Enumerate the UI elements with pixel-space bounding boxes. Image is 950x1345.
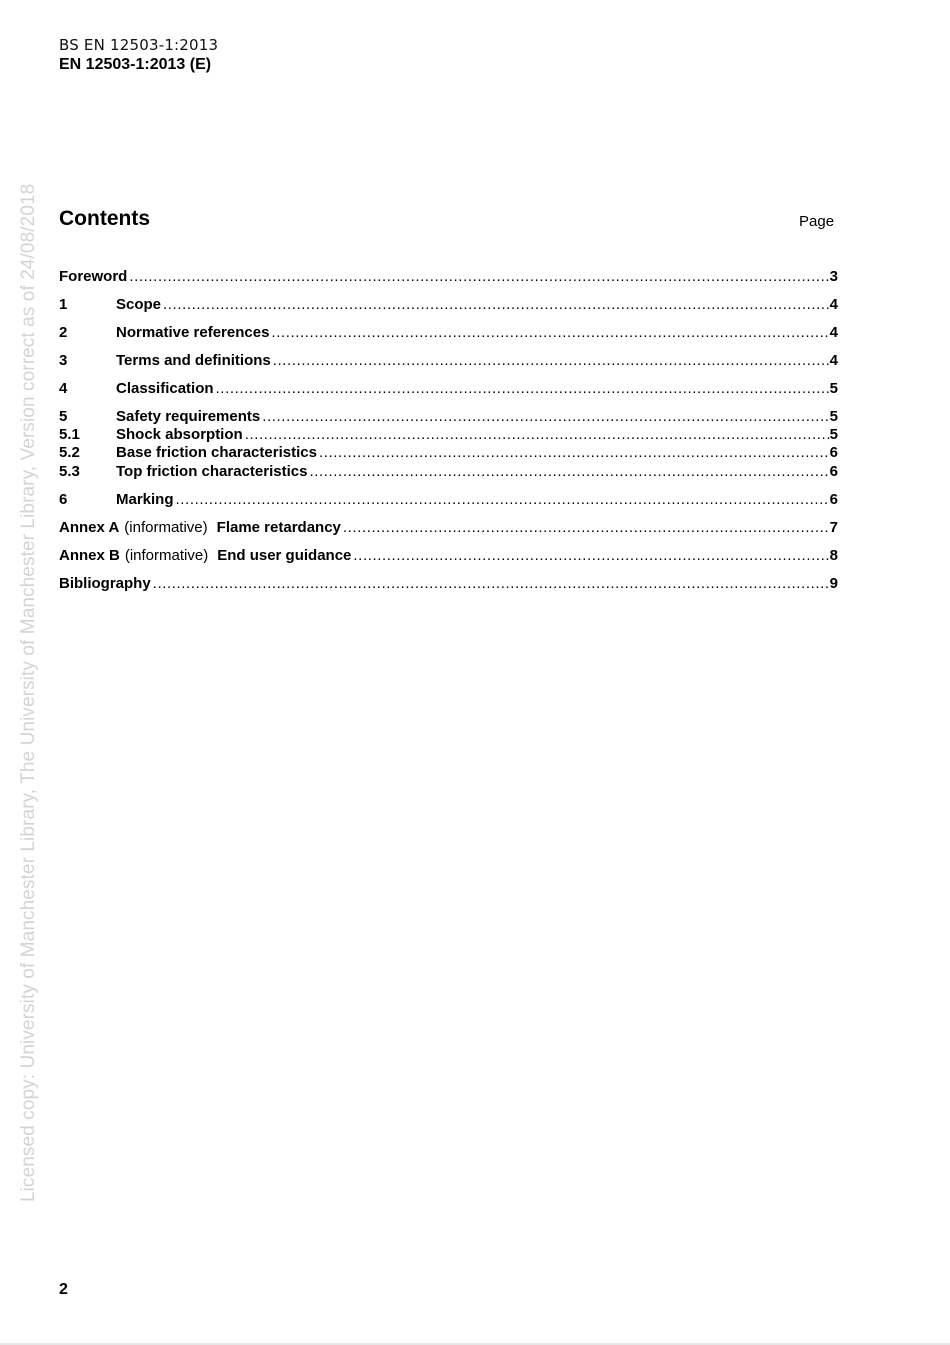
contents-title: Contents <box>59 207 150 230</box>
toc-dot-leader <box>341 518 830 537</box>
toc-dot-leader <box>161 295 830 314</box>
toc-entry-title: Normative references <box>116 324 270 341</box>
toc-entry-page: 6 <box>829 444 838 461</box>
toc-entry-top-friction[interactable] <box>59 462 838 481</box>
toc-entry-annex-b[interactable] <box>59 546 838 565</box>
toc-entry-page: 7 <box>829 519 838 536</box>
toc-entry-annex-a[interactable] <box>59 518 838 537</box>
toc-entry-number: 3 <box>59 352 68 369</box>
toc-entry-number: 4 <box>59 380 68 397</box>
toc-entry-page: 5 <box>829 380 838 397</box>
toc-entry-page: 6 <box>829 463 838 480</box>
toc-dot-leader <box>214 379 830 398</box>
toc-entry-safety-requirements[interactable] <box>59 407 838 426</box>
toc-entry-title: Base friction characteristics <box>116 444 317 461</box>
toc-dot-leader <box>271 351 830 370</box>
toc-dot-leader <box>317 443 830 462</box>
toc-annex-note: (informative) <box>124 547 209 564</box>
toc-entry-terms-and-definitions[interactable] <box>59 351 838 370</box>
toc-dot-leader <box>269 323 829 342</box>
header-standard-edition: EN 12503-1:2013 (E) <box>59 56 212 73</box>
toc-entry-normative-references[interactable] <box>59 323 838 342</box>
toc-dot-leader <box>243 425 830 444</box>
license-watermark: Licensed copy: University of Manchester Library, The University of Manchester Library, Version correct as of 24/08/2018 <box>18 183 39 1202</box>
toc-dot-leader <box>174 490 830 509</box>
toc-entry-title: Safety requirements <box>116 408 261 425</box>
toc-annex-title: Flame retardancy <box>216 519 341 536</box>
toc-entry-number: 5.2 <box>59 444 80 461</box>
toc-dot-leader <box>260 407 829 426</box>
toc-dot-leader <box>351 546 829 565</box>
toc-entry-shock-absorption[interactable] <box>59 425 838 444</box>
toc-entry-page: 3 <box>829 268 838 285</box>
toc-entry-number: 5.1 <box>59 426 80 443</box>
table-of-contents <box>59 0 838 650</box>
toc-entry-title: Shock absorption <box>116 426 243 443</box>
toc-entry-page: 9 <box>829 575 838 592</box>
toc-entry-number: 2 <box>59 324 68 341</box>
toc-entry-title: Top friction characteristics <box>116 463 308 480</box>
toc-entry-page: 5 <box>829 426 838 443</box>
toc-annex-title: End user guidance <box>217 547 352 564</box>
footer-page-number: 2 <box>59 1281 68 1298</box>
toc-entry-classification[interactable] <box>59 379 838 398</box>
toc-dot-leader <box>127 267 829 286</box>
toc-entry-page: 4 <box>829 296 838 313</box>
toc-entry-title: Terms and definitions <box>116 352 271 369</box>
toc-annex-note: (informative) <box>124 519 208 536</box>
toc-entry-title: Classification <box>116 380 214 397</box>
toc-entry-scope[interactable] <box>59 295 838 314</box>
toc-entry-page: 8 <box>829 547 838 564</box>
toc-dot-leader <box>307 462 829 481</box>
toc-entry-title: Marking <box>116 491 174 508</box>
header-standard-id: BS EN 12503-1:2013 <box>59 36 219 54</box>
toc-entry-number: 5.3 <box>59 463 80 480</box>
toc-entry-number: 6 <box>59 491 68 508</box>
toc-entry-page: 5 <box>829 408 838 425</box>
toc-entry-page: 4 <box>829 352 838 369</box>
toc-entry-base-friction[interactable] <box>59 443 838 462</box>
toc-entry-page: 4 <box>829 324 838 341</box>
toc-entry-foreword[interactable] <box>59 267 838 286</box>
toc-entry-bibliography[interactable] <box>59 574 838 593</box>
toc-entry-number: 5 <box>59 408 68 425</box>
toc-dot-leader <box>151 574 830 593</box>
toc-entry-page: 6 <box>829 491 838 508</box>
toc-annex-label: Annex B <box>59 547 120 564</box>
toc-annex-label: Annex A <box>59 519 120 536</box>
contents-page-heading: Page <box>799 213 835 230</box>
toc-entry-title: Scope <box>116 296 162 313</box>
toc-entry-title: Bibliography <box>59 575 151 592</box>
toc-entry-title: Foreword <box>59 268 128 285</box>
toc-entry-number: 1 <box>59 296 68 313</box>
toc-entry-marking[interactable] <box>59 490 838 509</box>
